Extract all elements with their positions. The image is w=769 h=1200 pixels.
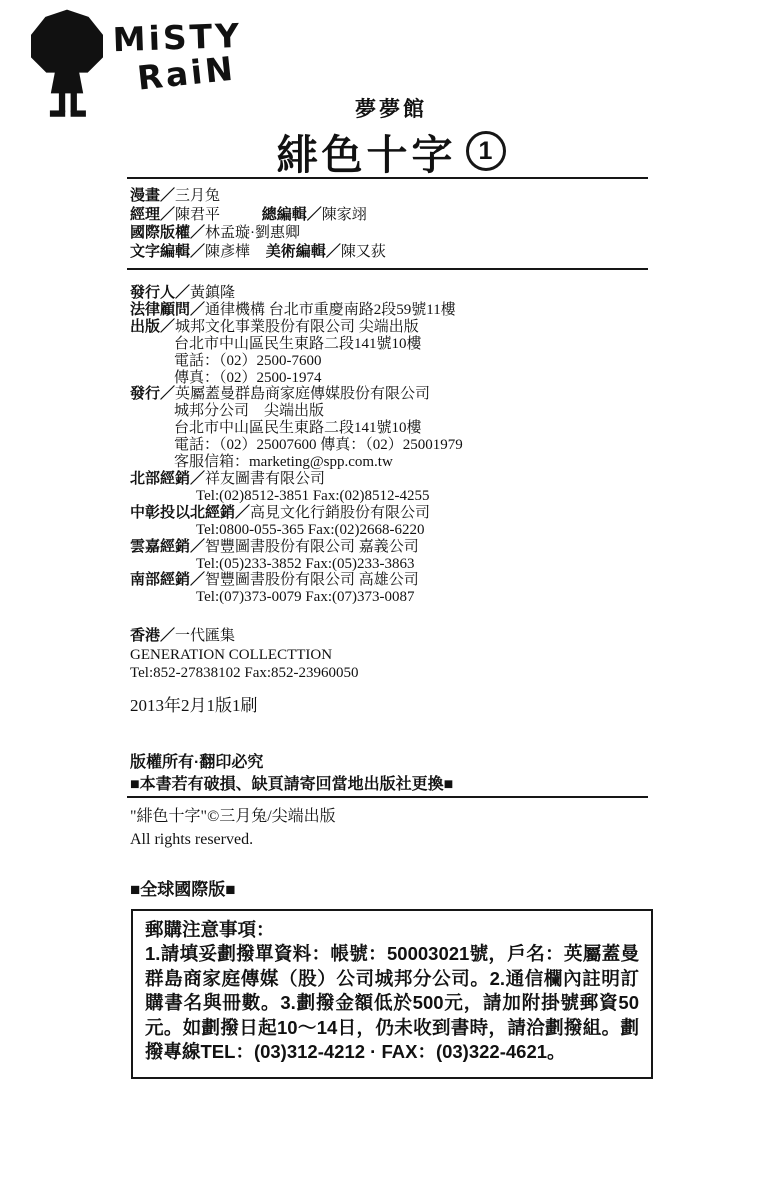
distributor-entry (130, 539, 652, 573)
logo-word-misty: MiSTY (112, 15, 243, 60)
pub-value: 智豐圖書股份有限公司 嘉義公司 (205, 538, 419, 555)
credit-label: 總編輯 (261, 205, 307, 223)
pub-phone: 電話：（02）25007600 傳真：（02）25001979 (174, 437, 463, 454)
credit-row (130, 224, 652, 243)
credit-value: 林孟璇·劉惠卿 (205, 225, 301, 241)
distributor-phone: Tel:0800-055-365 Fax:(02)2668-6220 (196, 521, 425, 538)
publication-entry (130, 319, 652, 387)
pub-value: 黃鎮隆 (190, 285, 236, 301)
pub-value: 通律機構 台北市重慶南路2段59號11樓 (205, 301, 456, 318)
credit-row (130, 206, 652, 225)
distributor-phone: Tel:(05)233-3852 Fax:(05)233-3863 (196, 555, 415, 572)
pub-separator: ／ (190, 300, 206, 318)
mail-order-body: 1.請填妥劃撥單資料：帳號：50003021號，戶名：英屬蓋曼群島商家庭傳媒（股）公司城邦分公司。2.通信欄內註明訂購書名與冊數。3.劃撥金額低於500元，請加附掛號郵資50元。如劃撥日起10～14日，仍未收到書時，請洽劃撥組。劃撥專線TEL：(03)312-4212 · FAX：(03)322-4621。 (145, 943, 639, 1063)
misty-rain-logo (22, 8, 243, 122)
credit-separator: ／ (325, 242, 341, 260)
copyright-line2: ■本書若有破損、缺頁請寄回當地出版社更換■ (130, 775, 454, 793)
hk-phone: Tel:852-27838102 Fax:852-23960050 (130, 665, 359, 682)
credit-value: 三月兔 (175, 188, 221, 204)
pub-label: 雲嘉經銷 (130, 537, 191, 555)
pub-separator: ／ (160, 385, 176, 403)
credit-value: 陳又荻 (340, 243, 386, 260)
credit-separator: ／ (306, 205, 322, 223)
pub-label: 中彰投以北經銷 (130, 503, 236, 521)
credit-separator: ／ (190, 224, 206, 241)
credit-label: 經理 (130, 205, 161, 223)
distributor-entry (130, 572, 652, 606)
global-edition-heading: ■全球國際版■ (130, 879, 236, 899)
publication-info (130, 285, 652, 606)
credit-label: 國際版權 (130, 224, 191, 241)
credit-value: 陳彥樺 (205, 243, 251, 260)
credit-value: 陳家翊 (321, 206, 367, 223)
logo-word-rain: RaiN (135, 48, 238, 98)
pub-label: 發行 (130, 385, 161, 403)
pub-value: 祥友圖書有限公司 (205, 470, 326, 487)
copyright-line1: 版權所有·翻印必究 (130, 753, 264, 771)
pub-label: 出版 (130, 317, 161, 335)
pub-email: 客服信箱：marketing@spp.com.tw (174, 454, 393, 471)
publication-entry (130, 386, 652, 471)
staff-credits (130, 187, 652, 261)
credit-label: 文字編輯 (130, 242, 191, 260)
credit-value: 陳君平 (175, 206, 221, 223)
pub-separator: ／ (190, 469, 206, 487)
pub-phone: 電話：（02）2500-7600 (174, 352, 322, 369)
divider-rights (127, 796, 648, 798)
book-title (130, 125, 652, 177)
credit-label: 漫畫 (130, 187, 161, 204)
pub-separator: ／ (160, 317, 176, 335)
rights-line2: All rights reserved. (130, 830, 254, 848)
hk-label: 香港 (130, 627, 161, 645)
umbrella-person-icon (22, 8, 112, 122)
pub-value: 英屬蓋曼群島商家庭傳媒股份有限公司 (175, 386, 431, 403)
mail-order-title: 郵購注意事項： (145, 918, 275, 940)
credit-row (130, 243, 652, 262)
pub-label: 北部經銷 (130, 469, 191, 487)
distributor-phone: Tel:(07)373-0079 Fax:(07)373-0087 (196, 589, 415, 606)
pub-separator: ／ (235, 503, 251, 521)
pub-address: 台北市中山區民生東路二段141號10樓 (174, 420, 422, 437)
pub-separator: ／ (175, 284, 191, 301)
logo-wordmark (112, 16, 246, 97)
credit-separator: ／ (160, 187, 176, 204)
pub-fax: 傳真：（02）2500-1974 (174, 369, 322, 386)
rights-line1: "緋色十字"©三月兔/尖端出版 (130, 807, 336, 825)
distributor-entry (130, 505, 652, 539)
book-title-text: 緋色十字 (276, 131, 457, 178)
pub-label: 發行人 (130, 284, 176, 301)
hk-separator: ／ (160, 627, 176, 645)
pub-branch: 城邦分公司 尖端出版 (174, 403, 325, 420)
pub-address: 台北市中山區民生東路二段141號10樓 (174, 335, 422, 352)
hk-english-name: GENERATION COLLECTTION (130, 646, 333, 663)
copyright-notice (130, 752, 652, 796)
pub-value: 高見文化行銷股份有限公司 (250, 504, 431, 521)
distributor-entry (130, 471, 652, 505)
mail-order-notice-box (131, 909, 653, 1079)
edition-date: 2013年2月1版1刷 (130, 695, 258, 715)
volume-number-badge: 1 (466, 131, 506, 171)
imprint-name: 夢夢館 (355, 98, 427, 121)
credit-label: 美術編輯 (265, 242, 326, 260)
pub-value: 智豐圖書股份有限公司 高雄公司 (205, 572, 419, 589)
distributor-phone: Tel:(02)8512-3851 Fax:(02)8512-4255 (196, 487, 430, 504)
pub-value: 城邦文化事業股份有限公司 尖端出版 (175, 318, 419, 335)
credit-separator: ／ (190, 242, 206, 260)
rights-statement (130, 805, 652, 851)
publication-entry (130, 302, 652, 319)
hongkong-distributor (130, 627, 652, 683)
publication-entry (130, 285, 652, 302)
pub-separator: ／ (190, 537, 206, 555)
pub-label: 南部經銷 (130, 571, 191, 589)
hk-value: 一代匯集 (175, 628, 236, 645)
credit-row (130, 187, 652, 206)
divider-credits (127, 268, 648, 270)
pub-label: 法律顧問 (130, 300, 191, 318)
pub-separator: ／ (190, 571, 206, 589)
credit-separator: ／ (160, 205, 176, 223)
